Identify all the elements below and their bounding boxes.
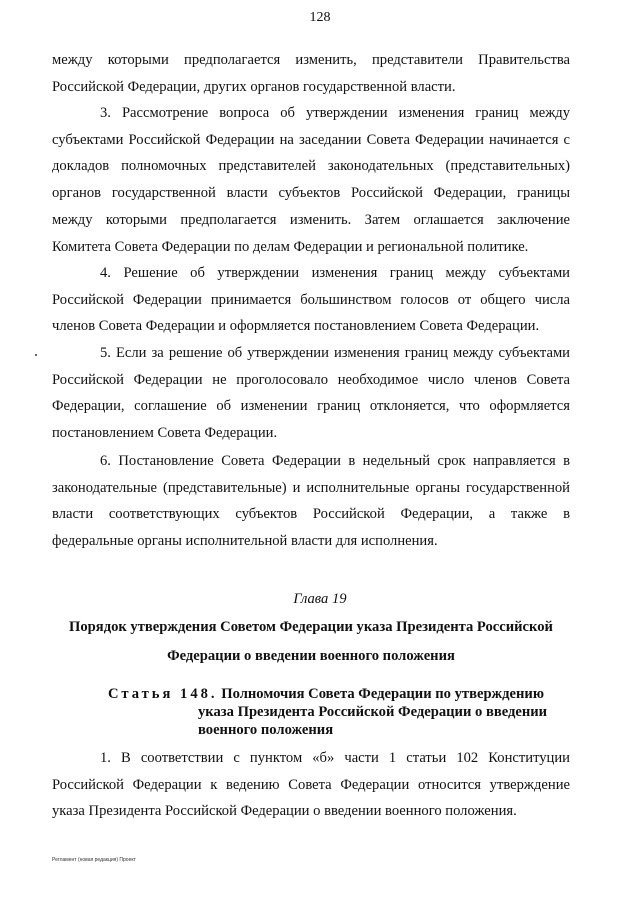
paragraph-item-5: 5. Если за решение об утверждении изменения границ между субъектами Российской Федерации не проголосовало необходимое число членов Совета Федерации, соглашение об изменении границ отклоняется, что оформляется постановлением Совета Федерации.	[52, 345, 570, 442]
paragraph-item-3: 3. Рассмотрение вопроса об утверждении изменения границ между субъектами Российской Федерации на заседании Совета Федерации начинается с докладов полномочных представителей законодательных (представительных) органов государственной власти субъектов Российской Федерации, границы между которыми предполагается изменить. Затем оглашается заключение Комитета Совета Федерации по делам Федерации и региональной политике.	[52, 105, 570, 255]
paragraph-continuation: между которыми предполагается изменить, представители Правительства Российской Федерации, других органов государственной власти.	[52, 52, 570, 95]
paragraph-item-4: 4. Решение об утверждении изменения границ между субъектами Российской Федерации принимается большинством голосов от общего числа членов Совета Федерации и оформляется постановлением Совета Федерации.	[52, 265, 570, 335]
article-title-line1: Полномочия Совета Федерации по утверждению	[221, 686, 544, 702]
chapter-number: Глава 19	[293, 591, 347, 607]
footer-note: Регламент (новая редакция) Проект	[52, 857, 136, 863]
scan-dot-mark	[35, 354, 37, 356]
article-paragraph-1: 1. В соответствии с пунктом «б» части 1 статьи 102 Конституции Российской Федерации к ведению Совета Федерации относится утверждение указа Президента Российской Федерации о введении военного положения.	[52, 750, 570, 820]
article-prefix: Статья 148.	[108, 686, 218, 702]
chapter-title: Порядок утверждения Советом Федерации указа Президента Российской Федерации о введении военного положения	[69, 619, 553, 664]
article-heading	[108, 685, 568, 739]
page-number: 128	[309, 10, 331, 25]
article-title-rest: указа Президента Российской Федерации о введении военного положения	[198, 704, 548, 738]
paragraph-item-6: 6. Постановление Совета Федерации в недельный срок направляется в законодательные (представительные) и исполнительные органы государственной власти соответствующих субъектов Российской Федерации, а также в федеральные органы исполнительной власти для исполнения.	[52, 453, 570, 550]
